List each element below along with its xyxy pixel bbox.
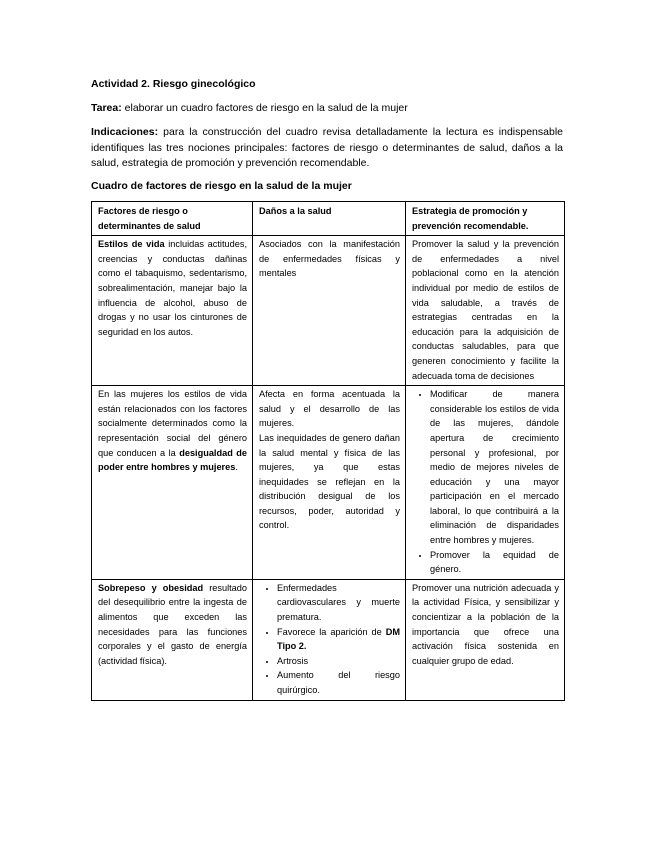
task-line [91,102,408,115]
row3-damage-2-text: Favorece la aparición de [277,626,386,637]
row3-damage-2-bold: DM Tipo 2. [277,626,400,652]
row3-factor-cell [92,579,253,700]
table-row [92,386,565,580]
row2-factor-end: . [235,462,238,473]
activity-title: Actividad 2. Riesgo ginecológico [91,78,256,90]
row3-factor-bold: Sobrepeso y obesidad [98,582,204,593]
list-item: • Modificar de manera considerable los estilos de vida de las mujeres, dándole apertura de crecimiento personal y profesional, por medio de mejores niveles de educación y una mayor participación en el mercado laboral, lo que contribuirá a la eliminación de disparidades entre hombres y mujeres. [430,387,559,548]
row2-damage-2: Las inequidades de genero dañan la salud mental y física de las mujeres, ya que estas inequidades se reflejan en la distribución desigual de los recursos, poder, autoridad y control. [259,432,400,531]
row2-factor-cell [92,386,253,580]
row2-strategy-cell [406,386,565,580]
indications-label: Indicaciones: [91,126,159,138]
table-header-row [92,202,565,236]
table-title: Cuadro de factores de riesgo en la salud de la mujer [91,180,352,192]
list-item [277,625,400,654]
row3-factor-text: resultado del desequilibrio entre la ingesta de alimentos que exceden las necesidades para las funciones corporales y el gasto de energía (actividad física). [98,582,247,666]
list-item: • Promover la equidad de género. [430,548,559,577]
row1-factor-text: incluidas actitudes, creencias y conductas dañinas como el tabaquismo, sedentarismo, sobrealimentación, manejar bajo la influencia de alcohol, abuso de drogas y no usar los cinturones de seguridad en los autos. [98,239,247,337]
row3-damage-list [259,581,400,698]
row1-strategy-cell: Promover la salud y la prevención de enfermedades a nivel poblacional como en la atención individual por medio de estilos de vida saludable, a través de estrategias centradas en la educación para la adquisición de conductas saludables, para que generen conocimiento y facilite la adecuada toma de decisiones [406,236,565,386]
list-item: • Aumento del riesgo quirúrgico. [277,668,400,697]
table-row [92,579,565,700]
row1-factor-bold: Estilos de vida [98,239,165,250]
header-factors: Factores de riesgo o determinantes de salud [92,202,253,236]
risk-factors-table [91,201,565,701]
row2-factor-bold: desigualdad de poder entre hombres y mujeres [98,447,247,473]
row1-damage-cell: Asociados con la manifestación de enfermedades físicas y mentales [253,236,406,386]
indications-paragraph [91,125,563,172]
list-item: • Artrosis [277,654,400,669]
task-text: elaborar un cuadro factores de riesgo en la salud de la mujer [121,102,408,114]
row2-factor-text: En las mujeres los estilos de vida están relacionados con los factores socialmente determinados como la representación social del género que conducen a la [98,389,247,458]
row3-damage-cell [253,579,406,700]
row2-strategy-list [412,387,559,577]
row2-damage-cell [253,386,406,580]
row1-factor-cell [92,236,253,386]
list-item: • Enfermedades cardiovasculares y muerte prematura. [277,581,400,625]
table-row [92,236,565,386]
indications-text: para la construcción del cuadro revisa detalladamente la lectura es indispensable identifiques las tres nociones principales: factores de riesgo o determinantes de salud, daños a la salud, estrategia de promoción y prevención recomendable. [91,126,563,169]
row3-strategy-cell: Promover una nutrición adecuada y la actividad Física, y sensibilizar y concientizar a la población de la importancia que ofrece una activación física sostenida en cualquier grupo de edad. [406,579,565,700]
row2-damage-1: Afecta en forma acentuada la salud y el desarrollo de las mujeres. [259,389,400,429]
header-damages: Daños a la salud [253,202,406,236]
header-strategy: Estrategia de promoción y prevención recomendable. [406,202,565,236]
task-label: Tarea: [91,102,122,114]
